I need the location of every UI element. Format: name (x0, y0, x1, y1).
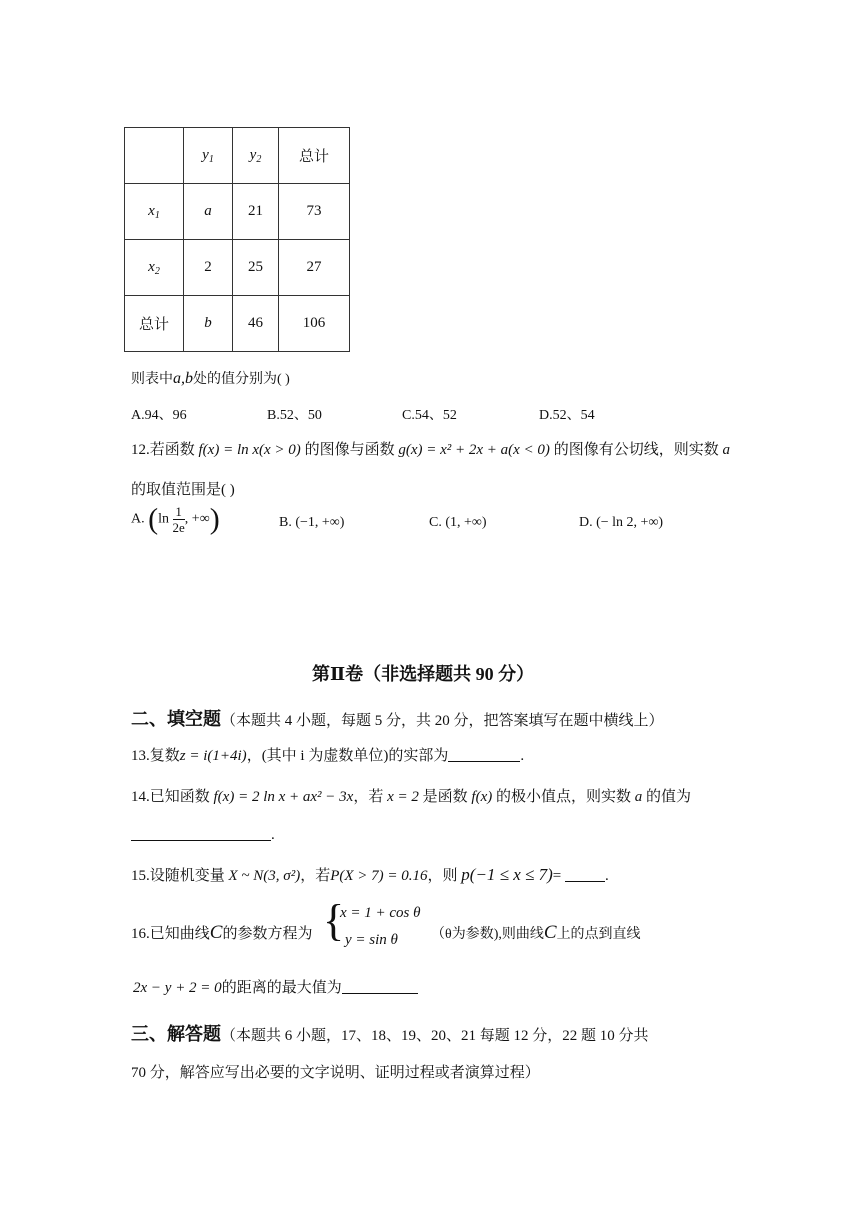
table-cell: 106 (279, 296, 350, 352)
table-row-label-x1: $x_1$ (125, 184, 184, 240)
q15-answer-blank[interactable] (565, 867, 605, 882)
q14-text-2: 是函数 (422, 789, 468, 805)
q16-C2: C (543, 922, 557, 943)
q13-z: z = i(1+4i) (179, 748, 247, 764)
q16-C: C (209, 922, 223, 943)
q12-option-a (131, 504, 220, 535)
q16-line2 (133, 976, 418, 997)
table-cell (125, 128, 184, 184)
q14 (131, 785, 691, 806)
table-cell: 25 (233, 240, 279, 296)
q16-prefix (131, 922, 312, 944)
fill-section-title: 二、填空题 (131, 709, 221, 729)
table-cell: 21 (233, 184, 279, 240)
q11-stem-text: 则表中 (131, 372, 173, 387)
table-cell: a (184, 184, 233, 240)
table-cell: 2 (184, 240, 233, 296)
table-cell: 73 (279, 184, 350, 240)
q14-answer-blank[interactable] (131, 826, 271, 841)
q12-end: 的图像有公切线，则实数 (553, 442, 719, 458)
answer-section-desc-1: （本题共 6 小题，17、18、19、20、21 每题 12 分，22 题 10 分共 (221, 1028, 649, 1044)
q15-end: . (605, 868, 609, 884)
q12-line2: 的取值范围是( ) (131, 482, 235, 498)
q13-answer-blank[interactable] (448, 747, 520, 762)
table-row (125, 240, 350, 296)
q12-f: f(x) = ln x(x > 0) (198, 442, 301, 458)
q12-mid: 的图像与函数 (304, 442, 395, 458)
q16-text-3: 上的点到直线 (556, 927, 641, 942)
fill-section-desc: （本题共 4 小题，每题 5 分，共 20 分，把答案填写在题中横线上） (221, 713, 664, 729)
q14-end: . (271, 827, 275, 843)
q16-suffix (431, 922, 641, 944)
q11-stem (131, 368, 290, 388)
q12-option-a-fraction (173, 504, 185, 535)
q12-option-a-num: 1 (173, 504, 185, 520)
q12-option-a-label: A. (131, 511, 145, 527)
q14-text-4: 的值为 (646, 789, 692, 805)
contingency-table (124, 127, 350, 352)
q16-line-eq: 2x − y + 2 = 0 (133, 980, 222, 996)
q13-text: ，(其中 i 为虚数单位)的实部为 (246, 748, 449, 764)
q16-text-2: （θ为参数),则曲线 (431, 927, 544, 942)
q15 (131, 864, 609, 885)
table-row-label-total: 总计 (125, 296, 184, 352)
q16-eq1: x = 1 + cos θ (340, 905, 421, 921)
q12-option-a-close-paren: ) (209, 502, 220, 536)
q13 (131, 744, 524, 765)
fill-section-header (131, 705, 664, 731)
q13-end: . (520, 748, 525, 764)
q11-vars: a,b (173, 370, 193, 387)
q15-text-2: ，则 (427, 868, 458, 884)
q11-option-b: B.52、50 (267, 408, 322, 423)
table-row-label-x2: $x_2$ (125, 240, 184, 296)
q16-text-4: 的距离的最大值为 (221, 980, 342, 996)
q14-answer-line (131, 826, 275, 844)
table-cell: b (184, 296, 233, 352)
q14-f: f(x) = 2 ln x + ax² − 3x (213, 789, 354, 805)
answer-section-title: 三、解答题 (131, 1024, 221, 1044)
q16-answer-blank[interactable] (342, 979, 418, 994)
answer-section-header (131, 1020, 649, 1046)
q15-p: P(X > 7) = 0.16 (330, 868, 428, 884)
table-header-y1: $y_1$ (184, 128, 233, 184)
q12-a: a (722, 442, 730, 458)
table-header-row (125, 128, 350, 184)
q12-option-c: C. (1, +∞) (429, 515, 487, 530)
q12-option-a-ln: ln (158, 511, 170, 527)
q11-option-a: A.94、96 (131, 408, 187, 423)
table-header-total: 总计 (279, 128, 350, 184)
q15-dist: X ~ N(3, σ²) (228, 868, 301, 884)
q12-option-b: B. (−1, +∞) (279, 515, 345, 530)
q14-a: a (634, 789, 643, 805)
q15-text-1: ，若 (300, 868, 331, 884)
table-row (125, 184, 350, 240)
q16-prefix-text: 16.已知曲线 (131, 926, 210, 942)
q11-stem-end: 处的值分别为( ) (193, 372, 290, 387)
q11-option-c: C.54、52 (402, 408, 457, 423)
q12-prefix: 12.若函数 (131, 442, 195, 458)
table-cell: 27 (279, 240, 350, 296)
table-cell: 46 (233, 296, 279, 352)
part2-title: 第Ⅱ卷（非选择题共 90 分） (312, 664, 535, 684)
q16-brace: { (323, 896, 345, 945)
q14-prefix: 14.已知函数 (131, 789, 210, 805)
q12-option-a-den: 2e (172, 520, 185, 535)
q11-option-d: D.52、54 (539, 408, 595, 423)
q16-eq2: y = sin θ (345, 932, 398, 948)
q15-q: p(−1 ≤ x ≤ 7) (461, 865, 553, 884)
q16-text-1: 的参数方程为 (222, 926, 313, 942)
answer-section-desc-2: 70 分，解答应写出必要的文字说明、证明过程或者演算过程） (131, 1065, 540, 1081)
q12-stem (131, 438, 730, 459)
q12-option-a-tail: , +∞ (184, 511, 210, 527)
q15-prefix: 15.设随机变量 (131, 868, 225, 884)
q14-x: x = 2 (387, 789, 419, 805)
q12-g: g(x) = x² + 2x + a(x < 0) (398, 442, 550, 458)
q12-option-a-open-paren: ( (148, 502, 159, 536)
q15-eq: = (552, 868, 562, 884)
q14-fx: f(x) (471, 789, 493, 805)
q14-text-1: ，若 (353, 789, 384, 805)
table-header-y2: $y_2$ (233, 128, 279, 184)
q14-text-3: 的极小值点，则实数 (495, 789, 631, 805)
q13-prefix: 13.复数 (131, 748, 180, 764)
table-row (125, 296, 350, 352)
q12-option-d: D. (− ln 2, +∞) (579, 515, 664, 530)
